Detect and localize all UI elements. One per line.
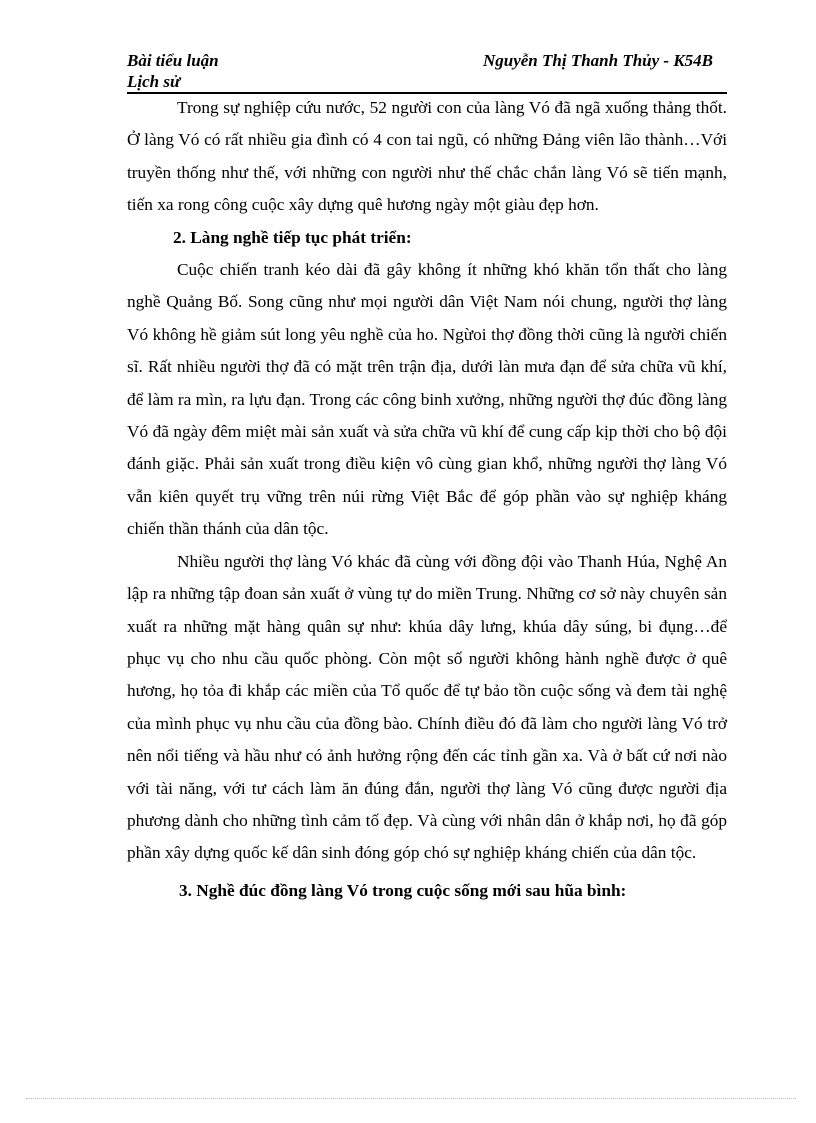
header-subject: Lịch sử	[127, 72, 181, 91]
paragraph-2: Cuộc chiến tranh kéo dài đã gây không ít những khó khăn tổn thất cho làng nghề Quảng Bố. Song cũng như mọi người dân Việt Nam nói chung, người thợ làng Vó không hề giảm sút long yêu nghề của ho. Ngừoi thợ đồng thời cũng là người chiến sĩ. Rất nhiều người thợ đã có mặt trên trận địa, dưới làn mưa đạn để sửa chữa vũ khí, để làm ra mìn, ra lựu đạn. Trong các công binh xưởng, những người thợ đúc đồng làng Vó đã ngày đêm miệt mài sản xuất và sửa chữa vũ khí để cung cấp kịp thời cho bộ đội đánh giặc. Phải sản xuất trong điều kiện vô cùng gian khổ, những người thợ làng Vó vẫn kiên quyết trụ vững trên núi rừng Việt Bắc để góp phần vào sự nghiệp kháng chiến thần thánh của dân tộc.	[127, 260, 727, 539]
paragraph-1: Trong sự nghiệp cứu nước, 52 người con của làng Vó đã ngã xuống thảng thốt. Ở làng Vó có rất nhiều gia đình có 4 con tai ngũ, có những Đảng viên lão thành…Với truyền thống như thế, với những con người như thế chắc chắn làng Vó sẽ tiến mạnh, tiến xa rong công cuộc xây dựng quê hương ngày một giàu đẹp hơn.	[127, 98, 727, 215]
header-author: Nguyễn Thị Thanh Thủy - K54B	[482, 51, 713, 70]
header-course-title: Bài tiểu luận	[127, 51, 219, 70]
page-bottom-divider	[26, 1098, 796, 1099]
section-heading-2: 2. Làng nghề tiếp tục phát triển:	[173, 227, 412, 247]
page-header	[127, 50, 727, 96]
section-heading-3: 3. Nghề đúc đồng làng Vó trong cuộc sống mới sau hũa bình:	[179, 880, 627, 900]
paragraph-3: Nhiều người thợ làng Vó khác đã cùng với đồng đội vào Thanh Húa, Nghệ An lập ra những tập đoan sản xuất ở vùng tự do miền Trung. Những cơ sở này chuyên sản xuất ra những mặt hàng quân sự như: khúa dây lưng, khúa dây súng, bi đụng…để phục vụ cho nhu cầu quốc phòng. Còn một số người không hành nghề được ở quê hương, họ tỏa đi khắp các miền của Tổ quốc để tự bảo tồn cuộc sống và đem tài nghệ của mình phục vụ nhu cầu của đồng bào. Chính điều đó đã làm cho người làng Vó trở nên nổi tiếng và hầu như có ảnh hưởng rộng đến các tỉnh gần xa. Và ở bất cứ nơi nào với tài năng, với tư cách làm ăn đúng đắn, người thợ làng Vó cũng được người địa phương dành cho những tình cảm tố đẹp. Và cùng với nhân dân ở khắp nơi, họ đã góp phần xây dựng quốc kế dân sinh đóng góp chó sự nghiệp kháng chiến của dân tộc.	[127, 551, 727, 863]
header-left	[127, 50, 219, 92]
document-body	[127, 92, 727, 907]
